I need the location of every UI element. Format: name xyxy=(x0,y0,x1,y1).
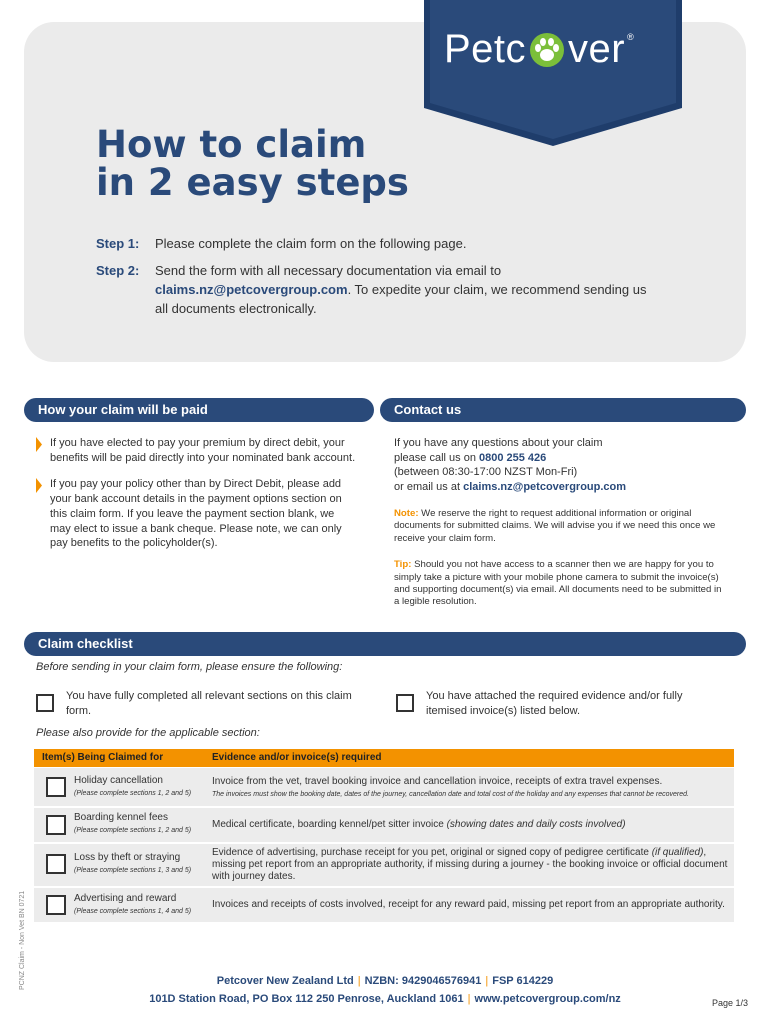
row-name: Boarding kennel fees xyxy=(74,812,168,823)
footer-website-link[interactable]: www.petcovergroup.com/nz xyxy=(474,993,621,1005)
note xyxy=(394,508,724,545)
note-tag: Note: xyxy=(394,508,419,519)
footer-address: 101D Station Road, PO Box 112 250 Penrose, Auckland 1061 xyxy=(149,993,464,1005)
checkbox-completed-sections[interactable] xyxy=(36,694,54,712)
checkbox-holiday-cancellation[interactable] xyxy=(46,777,66,797)
row-sub: (Please complete sections 1, 3 and 5) xyxy=(74,867,192,874)
contact-email-link[interactable]: claims.nz@petcovergroup.com xyxy=(463,480,627,493)
claim-checklist-heading: Claim checklist xyxy=(24,632,746,656)
contact-heading: Contact us xyxy=(380,398,746,422)
title-line-1: How to claim xyxy=(96,123,367,166)
row-evidence xyxy=(212,819,734,831)
row-evidence-note: The invoices must show the booking date, dates of the journey, cancellation date and total cost of the holiday and any expenses that cannot be recovered. xyxy=(212,790,689,798)
row-evidence: Invoice from the vet, travel booking invoice and cancellation invoice, receipts of extra travel expenses. xyxy=(212,775,663,787)
bullet-other-payment xyxy=(36,477,358,551)
step-1-label: Step 1: xyxy=(96,236,140,251)
row-evidence-cell xyxy=(204,768,734,806)
bullet-2-text: If you pay your policy other than by Direct Debit, please add your bank account details in the payment options section on this claim form. If you leave the payment section blank, we may elect to issue a bank cheque. Please note, we can only pay benefits to the policyholder(s). xyxy=(50,478,342,550)
step-2 xyxy=(96,261,656,318)
check-2-label: You have attached the required evidence and/or fully itemised invoice(s) listed below. xyxy=(426,690,683,717)
table-row-holiday xyxy=(34,768,734,806)
step-2-text xyxy=(155,261,656,318)
row-item-cell xyxy=(34,888,204,922)
footer-nzbn: NZBN: 9429046576941 xyxy=(364,975,482,987)
table-row-advertising xyxy=(34,888,734,922)
contact-line-1: If you have any questions about your claim xyxy=(394,437,603,449)
row-name: Loss by theft or straying xyxy=(74,852,181,863)
row-sub: (Please complete sections 1, 2 and 5) xyxy=(74,827,192,834)
logo-banner xyxy=(424,0,682,148)
row-evidence-cell xyxy=(204,808,734,842)
row-evidence-tail: , missing pet report from an appropriate authority, if missing during a journey - the booking invoice or official document with journey dates. xyxy=(212,847,728,882)
tip-tag: Tip: xyxy=(394,559,412,571)
document-code: PCNZ Claim - Non Vet BN 0721 xyxy=(19,890,26,990)
table-header xyxy=(34,749,734,767)
table-row-theft xyxy=(34,844,734,886)
step-1 xyxy=(96,234,656,253)
row-item-cell xyxy=(34,808,204,842)
tip-text: Should you not have access to a scanner then we are happy for you to simply take a picture with your mobile phone camera to submit the invoice(s) and supporting document(s) via email. All documents need to be submitted in a legible resolution. xyxy=(394,559,722,608)
checkbox-theft-straying[interactable] xyxy=(46,854,66,874)
contact-content xyxy=(394,436,724,609)
contact-line-2-text: please call us on xyxy=(394,451,479,464)
orange-arrow-icon xyxy=(36,437,42,452)
logo-text-right: ver xyxy=(568,26,626,71)
contact-line-4-text: or email us at xyxy=(394,480,464,493)
footer-company: Petcover New Zealand Ltd xyxy=(216,975,354,987)
registered-mark: ® xyxy=(627,32,635,42)
note-text: We reserve the right to request additional information or original documents for submitted claims. We will advise you if we need this once we receive your claim form. xyxy=(394,508,716,544)
row-item-cell xyxy=(34,844,204,886)
footer-separator: | xyxy=(485,975,489,987)
step-2-text-b: . To expedite your claim, we recommend sending us all documents electronically. xyxy=(155,282,647,316)
page-number: Page 1/3 xyxy=(712,998,749,1008)
row-evidence-italic: (if qualified) xyxy=(651,847,704,858)
paw-icon xyxy=(527,29,567,69)
column-header-item: Item(s) Being Claimed for xyxy=(42,752,164,763)
row-name: Advertising and reward xyxy=(74,893,177,904)
column-header-evidence: Evidence and/or invoice(s) required xyxy=(212,752,382,763)
row-sub: (Please complete sections 1, 2 and 5) xyxy=(74,790,192,797)
title-line-2: in 2 easy steps xyxy=(96,161,409,204)
footer-separator: | xyxy=(357,975,361,987)
contact-line-3: (between 08:30-17:00 NZST Mon-Fri) xyxy=(394,466,578,478)
row-item-cell xyxy=(34,768,204,806)
bullet-direct-debit xyxy=(36,436,358,465)
contact-line-4 xyxy=(394,480,724,495)
checklist-intro: Before sending in your claim form, please ensure the following: xyxy=(36,661,343,673)
checkbox-attached-evidence[interactable] xyxy=(396,694,414,712)
phone-link[interactable]: 0800 255 426 xyxy=(479,451,547,464)
row-evidence-cell xyxy=(204,844,734,886)
provide-intro: Please also provide for the applicable section: xyxy=(36,727,260,739)
footer-line-2 xyxy=(0,993,770,1005)
step-2-text-a: Send the form with all necessary documentation via email to xyxy=(155,263,502,278)
logo-text-left: Petc xyxy=(444,26,527,71)
row-name: Holiday cancellation xyxy=(74,775,163,786)
row-evidence-italic: (showing dates and daily costs involved) xyxy=(446,819,626,830)
footer-fsp: FSP 614229 xyxy=(492,975,554,987)
petcover-logo xyxy=(444,24,664,74)
steps xyxy=(96,234,656,326)
row-evidence xyxy=(212,847,734,883)
check-1-label: You have fully completed all relevant sections on this claim form. xyxy=(66,690,352,717)
orange-arrow-icon xyxy=(36,478,42,493)
row-evidence: Invoices and receipts of costs involved, receipt for any reward paid, missing pet report from an appropriate authority. xyxy=(212,899,725,910)
row-evidence-text: Evidence of advertising, purchase receipt for you pet, original or signed copy of pedigree certificate xyxy=(212,847,652,858)
how-paid-content xyxy=(36,436,358,563)
step-2-email-link[interactable]: claims.nz@petcovergroup.com xyxy=(155,282,348,297)
row-evidence-text: Medical certificate, boarding kennel/pet sitter invoice xyxy=(212,819,447,830)
row-sub: (Please complete sections 1, 4 and 5) xyxy=(74,908,192,915)
how-paid-heading: How your claim will be paid xyxy=(24,398,374,422)
bullet-1-text: If you have elected to pay your premium by direct debit, your benefits will be paid directly into your nominated bank account. xyxy=(50,437,356,464)
footer-separator: | xyxy=(467,993,471,1005)
step-1-text: Please complete the claim form on the following page. xyxy=(155,236,467,251)
footer-line-1 xyxy=(0,975,770,987)
row-evidence-cell xyxy=(204,888,734,922)
contact-line-2 xyxy=(394,451,724,466)
table-row-boarding xyxy=(34,808,734,842)
tip xyxy=(394,559,724,609)
step-2-label: Step 2: xyxy=(96,263,140,278)
checkbox-boarding-kennel[interactable] xyxy=(46,815,66,835)
page-title xyxy=(96,123,409,204)
checkbox-advertising-reward[interactable] xyxy=(46,895,66,915)
